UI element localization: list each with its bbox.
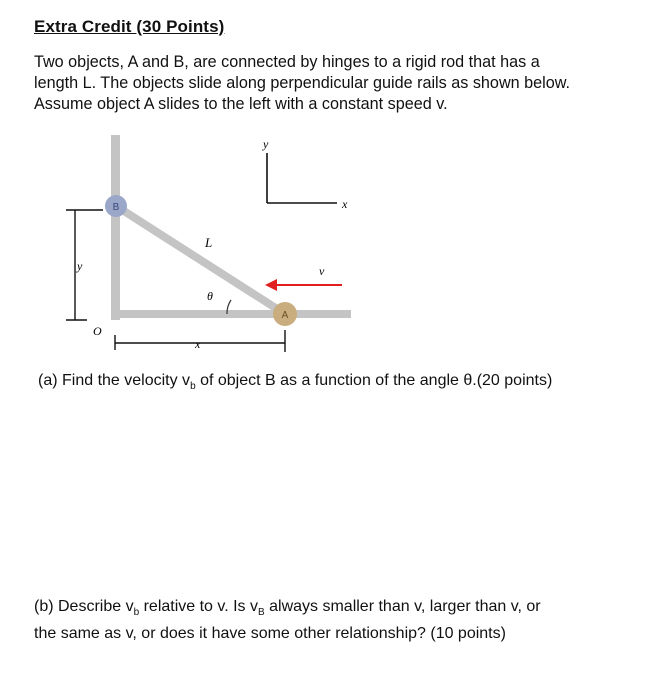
intro-line-2: length L. The objects slide along perpendicular guide rails as shown below. [34, 74, 571, 92]
question-a-post: of object B as a function of the angle θ.(20 points) [195, 372, 553, 389]
rod-length-label: L [205, 235, 213, 250]
question-a [38, 372, 552, 392]
rod-rails-diagram [55, 130, 375, 360]
question-b-pre: (b) Describe v [34, 598, 134, 615]
y-dim-label: y [77, 259, 83, 273]
velocity-arrow-head [265, 279, 277, 291]
question-b-mid2: always smaller than v, larger than v, or [264, 598, 541, 615]
question-b-mid1: relative to v. Is v [139, 598, 258, 615]
intro-line-1: Two objects, A and B, are connected by hinges to a rigid rod that has a [34, 53, 540, 71]
axis-x-label: x [342, 197, 348, 211]
rigid-rod [116, 206, 285, 314]
object-b-label: B [112, 202, 120, 213]
horizontal-rail [111, 310, 351, 318]
question-a-sub: b [190, 381, 196, 393]
x-dim-label: x [195, 337, 201, 351]
question-b [34, 596, 634, 644]
origin-label: O [93, 324, 102, 338]
question-b-line-2: the same as v, or does it have some other relationship? (10 points) [34, 625, 506, 643]
axis-y-label: y [263, 137, 269, 151]
object-a-label: A [281, 310, 289, 321]
intro-line-3: Assume object A slides to the left with a constant speed v. [34, 95, 448, 113]
vertical-rail [111, 135, 120, 320]
question-a-pre: (a) Find the velocity v [38, 372, 191, 389]
theta-label: θ [207, 289, 213, 303]
problem-statement [34, 52, 634, 115]
question-b-sub2: B [258, 607, 265, 619]
question-b-line-1 [34, 596, 634, 623]
velocity-label: v [319, 264, 325, 278]
page-title: Extra Credit (30 Points) [34, 17, 225, 36]
question-b-sub: b [133, 607, 140, 619]
